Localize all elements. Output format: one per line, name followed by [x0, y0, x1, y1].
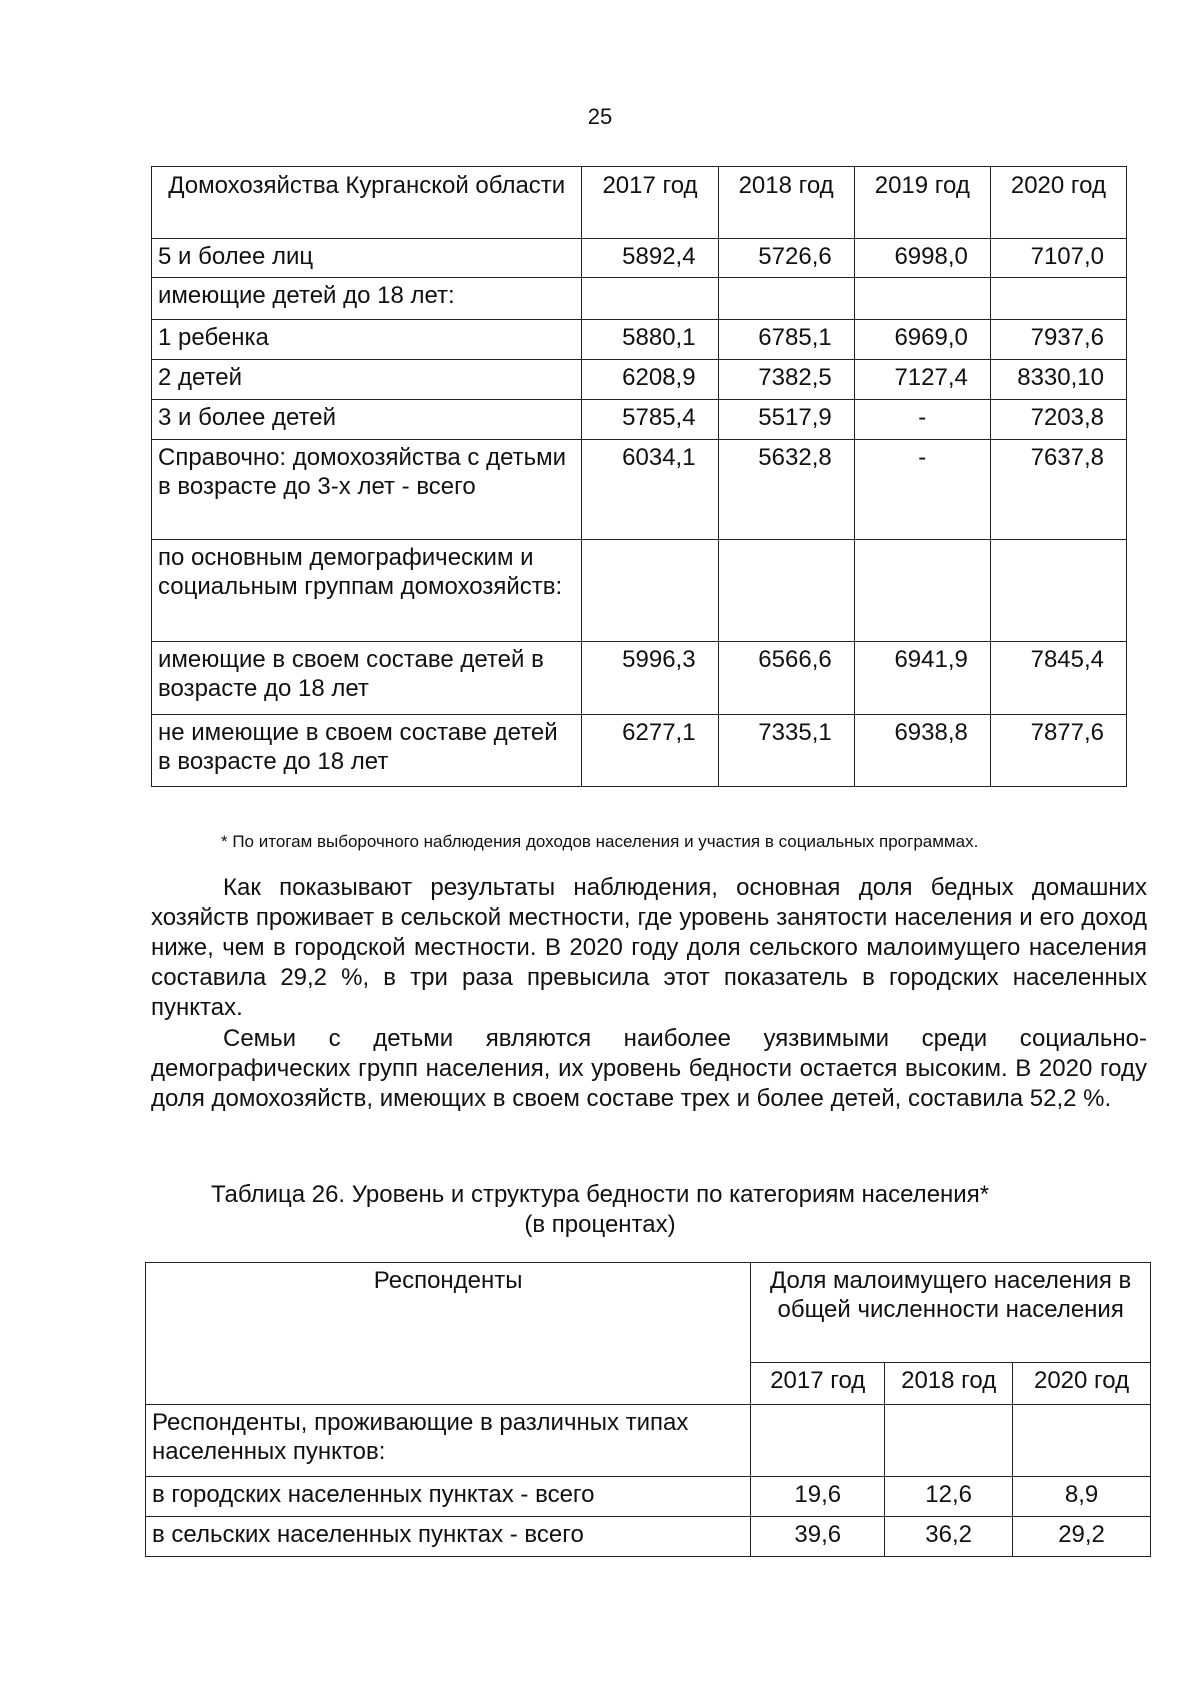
cell-value: 8330,10: [990, 360, 1126, 400]
header-households: Домохозяйства Курганской области: [152, 167, 582, 239]
cell-value: [718, 540, 854, 642]
header-year-2020: 2020 год: [990, 167, 1126, 239]
cell-value: 7937,6: [990, 320, 1126, 360]
cell-value: 6785,1: [718, 320, 854, 360]
cell-value: [854, 278, 990, 320]
table-row: [146, 1477, 1151, 1517]
cell-value: 6998,0: [854, 239, 990, 278]
cell-value: 8,9: [1013, 1477, 1151, 1517]
cell-value: [1013, 1405, 1151, 1477]
header-year-2020: 2020 год: [1013, 1363, 1151, 1405]
header-year-2017: 2017 год: [751, 1363, 885, 1405]
row-label: в сельских населенных пунктах - всего: [146, 1517, 751, 1557]
cell-value: 7127,4: [854, 360, 990, 400]
body-paragraph: Как показывают результаты наблюдения, основная доля бедных домашних хозяйств проживает в сельской местности, где уровень занятости населения и его доход ниже, чем в городской местности. В 2020 году доля сельского малоимущего населения составила 29,2 %, в три раза превысила этот показатель в городских населенных пунктах.: [151, 874, 1147, 1021]
header-year-2017: 2017 год: [582, 167, 718, 239]
header-year-2019: 2019 год: [854, 167, 990, 239]
table-footnote: * По итогам выборочного наблюдения доходов населения и участия в социальных программах.: [221, 832, 979, 851]
cell-value: 5726,6: [718, 239, 854, 278]
poverty-structure-table: [145, 1262, 1151, 1557]
cell-value: 6034,1: [582, 440, 718, 540]
row-label: 5 и более лиц: [152, 239, 582, 278]
cell-value: -: [854, 440, 990, 540]
cell-value: 7335,1: [718, 715, 854, 787]
cell-value: 7845,4: [990, 642, 1126, 715]
cell-value: 39,6: [751, 1517, 885, 1557]
cell-value: 5880,1: [582, 320, 718, 360]
cell-value: 29,2: [1013, 1517, 1151, 1557]
row-label: 2 детей: [152, 360, 582, 400]
table-row: [152, 715, 1127, 787]
table-row: [152, 239, 1127, 278]
cell-value: 5996,3: [582, 642, 718, 715]
household-income-table: [151, 166, 1127, 787]
table-row: [146, 1517, 1151, 1557]
row-label: имеющие в своем составе детей в возрасте до 18 лет: [152, 642, 582, 715]
cell-value: [885, 1405, 1013, 1477]
body-paragraph: Семьи с детьми являются наиболее уязвимыми среди социально-демографических групп населения, их уровень бедности остается высоким. В 2020 году доля домохозяйств, имеющих в своем составе трех и более детей, составила 52,2 %.: [151, 1025, 1147, 1112]
row-label: по основным демографическим и социальным группам домохозяйств:: [152, 540, 582, 642]
table-row: [152, 360, 1127, 400]
table-row: [152, 440, 1127, 540]
header-respondents: Респонденты: [146, 1263, 751, 1405]
row-label: в городских населенных пунктах - всего: [146, 1477, 751, 1517]
table-row: [146, 1405, 1151, 1477]
header-poor-share: Доля малоимущего населения в общей численности населения: [751, 1263, 1151, 1363]
row-label: Респонденты, проживающие в различных типах населенных пунктов:: [146, 1405, 751, 1477]
cell-value: 6277,1: [582, 715, 718, 787]
table-caption: [0, 1180, 1200, 1240]
table-caption-title: Таблица 26. Уровень и структура бедности по категориям населения*: [210, 1181, 990, 1208]
row-label: не имеющие в своем составе детей в возрасте до 18 лет: [152, 715, 582, 787]
cell-value: 5517,9: [718, 400, 854, 440]
row-label: 3 и более детей: [152, 400, 582, 440]
cell-value: 7203,8: [990, 400, 1126, 440]
cell-value: 7877,6: [990, 715, 1126, 787]
cell-value: 12,6: [885, 1477, 1013, 1517]
row-label: 1 ребенка: [152, 320, 582, 360]
cell-value: 7637,8: [990, 440, 1126, 540]
cell-value: 6941,9: [854, 642, 990, 715]
cell-value: 6566,6: [718, 642, 854, 715]
cell-value: 6969,0: [854, 320, 990, 360]
cell-value: [718, 278, 854, 320]
cell-value: 36,2: [885, 1517, 1013, 1557]
cell-value: 5632,8: [718, 440, 854, 540]
cell-value: [990, 278, 1126, 320]
row-label: имеющие детей до 18 лет:: [152, 278, 582, 320]
table-row: [152, 400, 1127, 440]
table-row: [152, 278, 1127, 320]
cell-value: [582, 278, 718, 320]
header-year-2018: 2018 год: [718, 167, 854, 239]
cell-value: 7107,0: [990, 239, 1126, 278]
header-year-2018: 2018 год: [885, 1363, 1013, 1405]
table-row: [152, 320, 1127, 360]
cell-value: 6938,8: [854, 715, 990, 787]
table-header-row: [152, 167, 1127, 239]
cell-value: 6208,9: [582, 360, 718, 400]
table-caption-units: (в процентах): [524, 1211, 676, 1238]
table-header-row: [146, 1263, 1151, 1363]
cell-value: 5892,4: [582, 239, 718, 278]
row-label: Справочно: домохозяйства с детьми в возрасте до 3-х лет - всего: [152, 440, 582, 540]
cell-value: 5785,4: [582, 400, 718, 440]
cell-value: 19,6: [751, 1477, 885, 1517]
cell-value: 7382,5: [718, 360, 854, 400]
table-row: [152, 642, 1127, 715]
page-number: 25: [587, 104, 613, 129]
cell-value: [582, 540, 718, 642]
cell-value: [751, 1405, 885, 1477]
cell-value: -: [854, 400, 990, 440]
cell-value: [990, 540, 1126, 642]
cell-value: [854, 540, 990, 642]
table-row: [152, 540, 1127, 642]
